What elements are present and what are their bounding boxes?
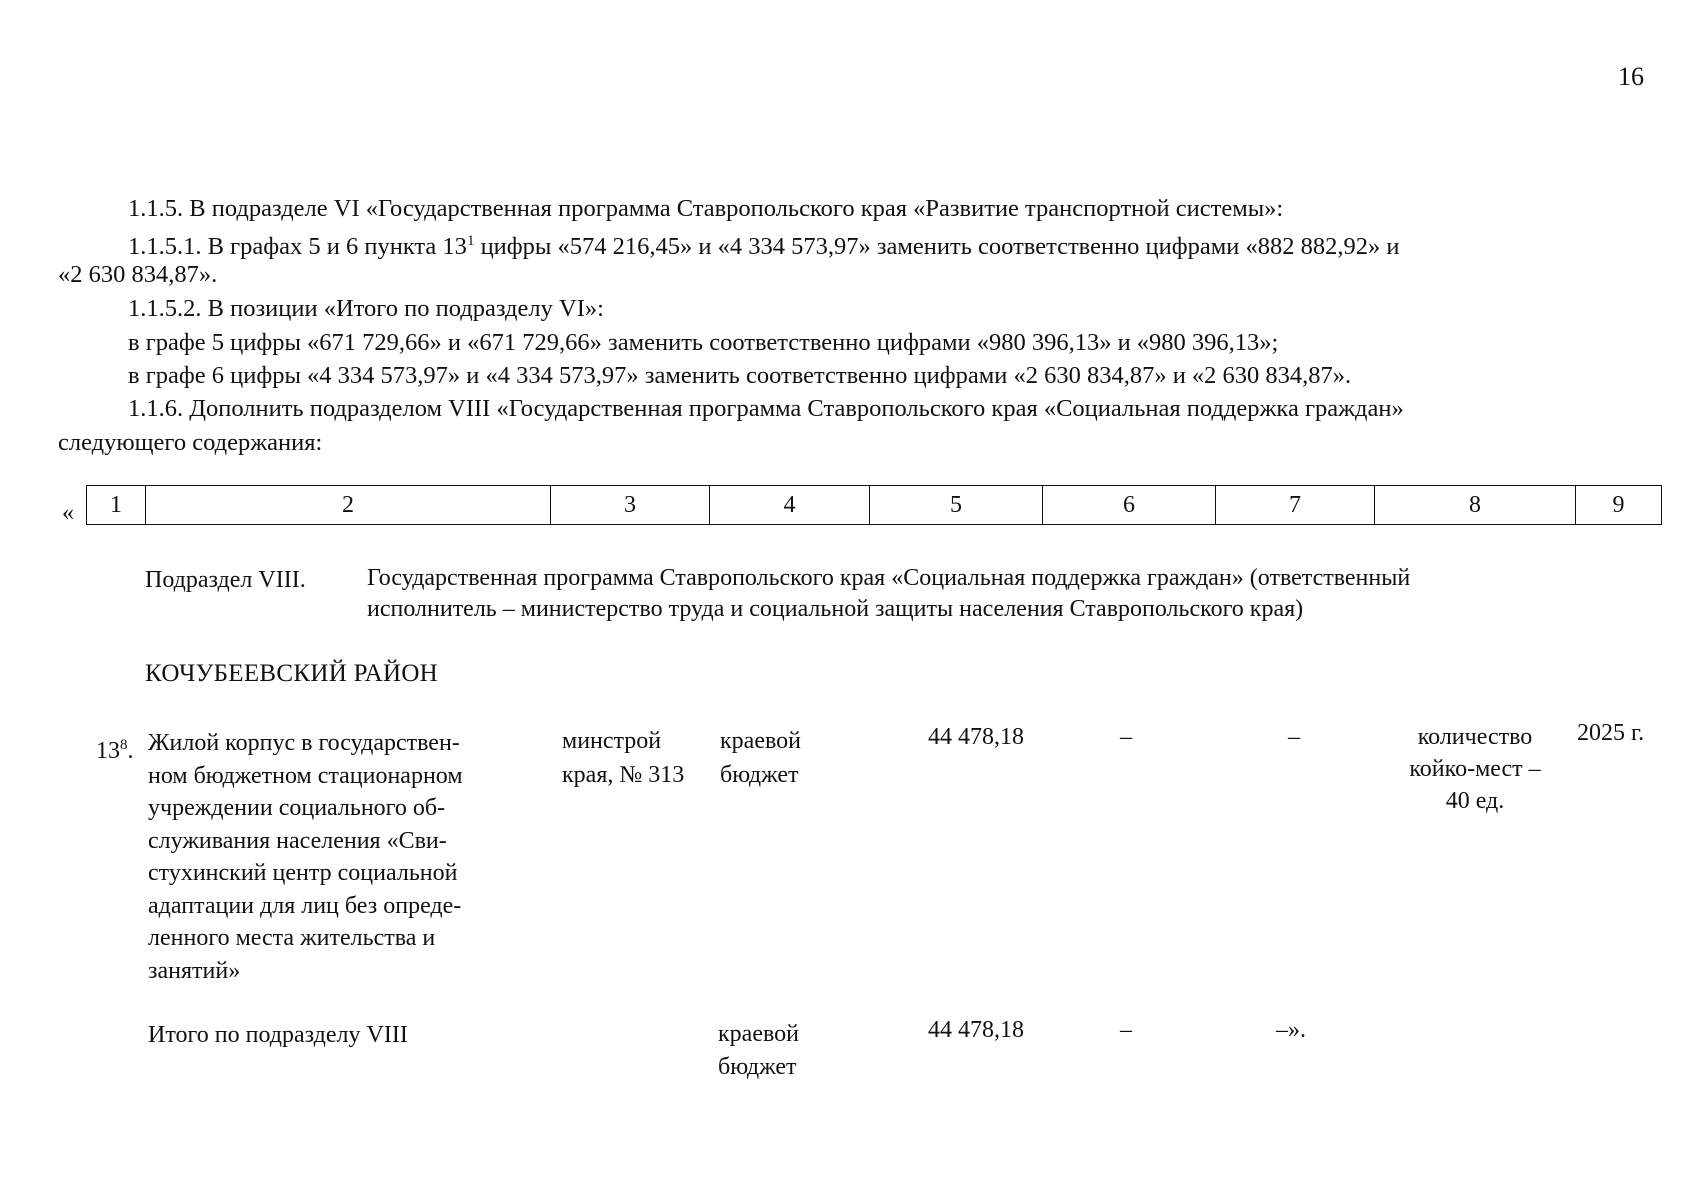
opening-quote: « bbox=[62, 500, 74, 526]
column-1-header: 1 bbox=[87, 486, 146, 525]
paragraph-column-6: в графе 6 цифры «4 334 573,97» и «4 334 573,97» заменить соответственно цифрами «2 630 834,87» и «2 630 834,87». bbox=[128, 362, 1352, 389]
row-column-6-value: – bbox=[1120, 724, 1132, 750]
total-column-5-value: 44 478,18 bbox=[928, 1017, 1024, 1043]
column-5-header: 5 bbox=[870, 486, 1043, 525]
row-number bbox=[96, 728, 134, 768]
project-name-line: служивания населения «Сви- bbox=[148, 827, 447, 854]
project-name-line: Жилой корпус в государствен- bbox=[148, 730, 460, 756]
column-9-header: 9 bbox=[1576, 486, 1662, 525]
row-number-dot: . bbox=[127, 738, 134, 764]
funding-source-line-2: бюджет bbox=[720, 762, 799, 788]
paragraph-text: 1.1.5.1. В графах 5 и 6 пункта 13 bbox=[128, 233, 467, 261]
project-name-line: стухинский центр социальной bbox=[148, 860, 458, 886]
row-column-7-value: – bbox=[1288, 724, 1300, 750]
district-heading: КОЧУБЕЕВСКИЙ РАЙОН bbox=[145, 660, 439, 687]
total-funding-line-1: краевой bbox=[718, 1021, 799, 1047]
paragraph-1-1-6: 1.1.6. Дополнить подразделом VIII «Государственная программа Ставропольского края «Социальная поддержка граждан» bbox=[128, 395, 1404, 422]
column-3-header: 3 bbox=[551, 486, 710, 525]
total-label: Итого по подразделу VIII bbox=[148, 1022, 408, 1048]
row-column-5-value: 44 478,18 bbox=[928, 724, 1024, 750]
capacity-line-1: количество bbox=[1417, 724, 1533, 750]
total-column-7-value: –». bbox=[1276, 1017, 1306, 1043]
project-name bbox=[148, 727, 540, 987]
customer-line-1: минстрой bbox=[562, 728, 662, 754]
row-number-superscript: 8 bbox=[120, 737, 128, 753]
project-name-line: адаптации для лиц без опреде- bbox=[148, 892, 462, 919]
project-name-line: ном бюджетном стационарном bbox=[148, 762, 463, 789]
project-name-line: занятий» bbox=[148, 957, 241, 984]
column-6-header: 6 bbox=[1043, 486, 1216, 525]
paragraph-column-5: в графе 5 цифры «671 729,66» и «671 729,66» заменить соответственно цифрами «980 396,13» и «980 396,13»; bbox=[128, 329, 1279, 356]
paragraph-1-1-5-2: 1.1.5.2. В позиции «Итого по подразделу VI»: bbox=[128, 295, 604, 322]
funding-source-line-1: краевой bbox=[720, 728, 801, 754]
project-name-line: учреждении социального об- bbox=[148, 795, 446, 821]
page-number: 16 bbox=[1618, 62, 1644, 91]
project-name-line: ленного места жительства и bbox=[148, 925, 436, 951]
column-8-header: 8 bbox=[1375, 486, 1576, 525]
capacity-line-3: 40 ед. bbox=[1445, 788, 1505, 814]
subsection-label: Подраздел VIII. bbox=[145, 567, 306, 593]
subsection-title-line-1: Государственная программа Ставропольского края «Социальная поддержка граждан» (ответственный bbox=[367, 565, 1411, 591]
row-number-text: 13 bbox=[96, 738, 120, 764]
total-column-6-value: – bbox=[1120, 1017, 1132, 1043]
column-2-header: 2 bbox=[146, 486, 551, 525]
paragraph-text: цифры «574 216,45» и «4 334 573,97» заменить соответственно цифрами «882 882,92» и bbox=[474, 233, 1400, 261]
superscript: 1 bbox=[466, 233, 475, 249]
paragraph-1-1-5: 1.1.5. В подразделе VI «Государственная программа Ставропольского края «Развитие транспортной системы»: bbox=[128, 195, 1284, 222]
completion-year: 2025 г. bbox=[1577, 720, 1645, 746]
paragraph-continuation: следующего содержания: bbox=[58, 429, 323, 456]
customer-line-2: края, № 313 bbox=[562, 762, 685, 788]
paragraph-continuation: «2 630 834,87». bbox=[58, 261, 218, 288]
paragraph-1-1-5-1 bbox=[128, 224, 1400, 264]
column-4-header: 4 bbox=[710, 486, 870, 525]
column-7-header: 7 bbox=[1216, 486, 1375, 525]
column-number-header bbox=[86, 485, 1662, 525]
total-funding-line-2: бюджет bbox=[718, 1054, 797, 1080]
capacity-line-2: койко-мест – bbox=[1409, 756, 1541, 782]
subsection-title-line-2: исполнитель – министерство труда и социальной защиты населения Ставропольского края) bbox=[367, 596, 1304, 622]
